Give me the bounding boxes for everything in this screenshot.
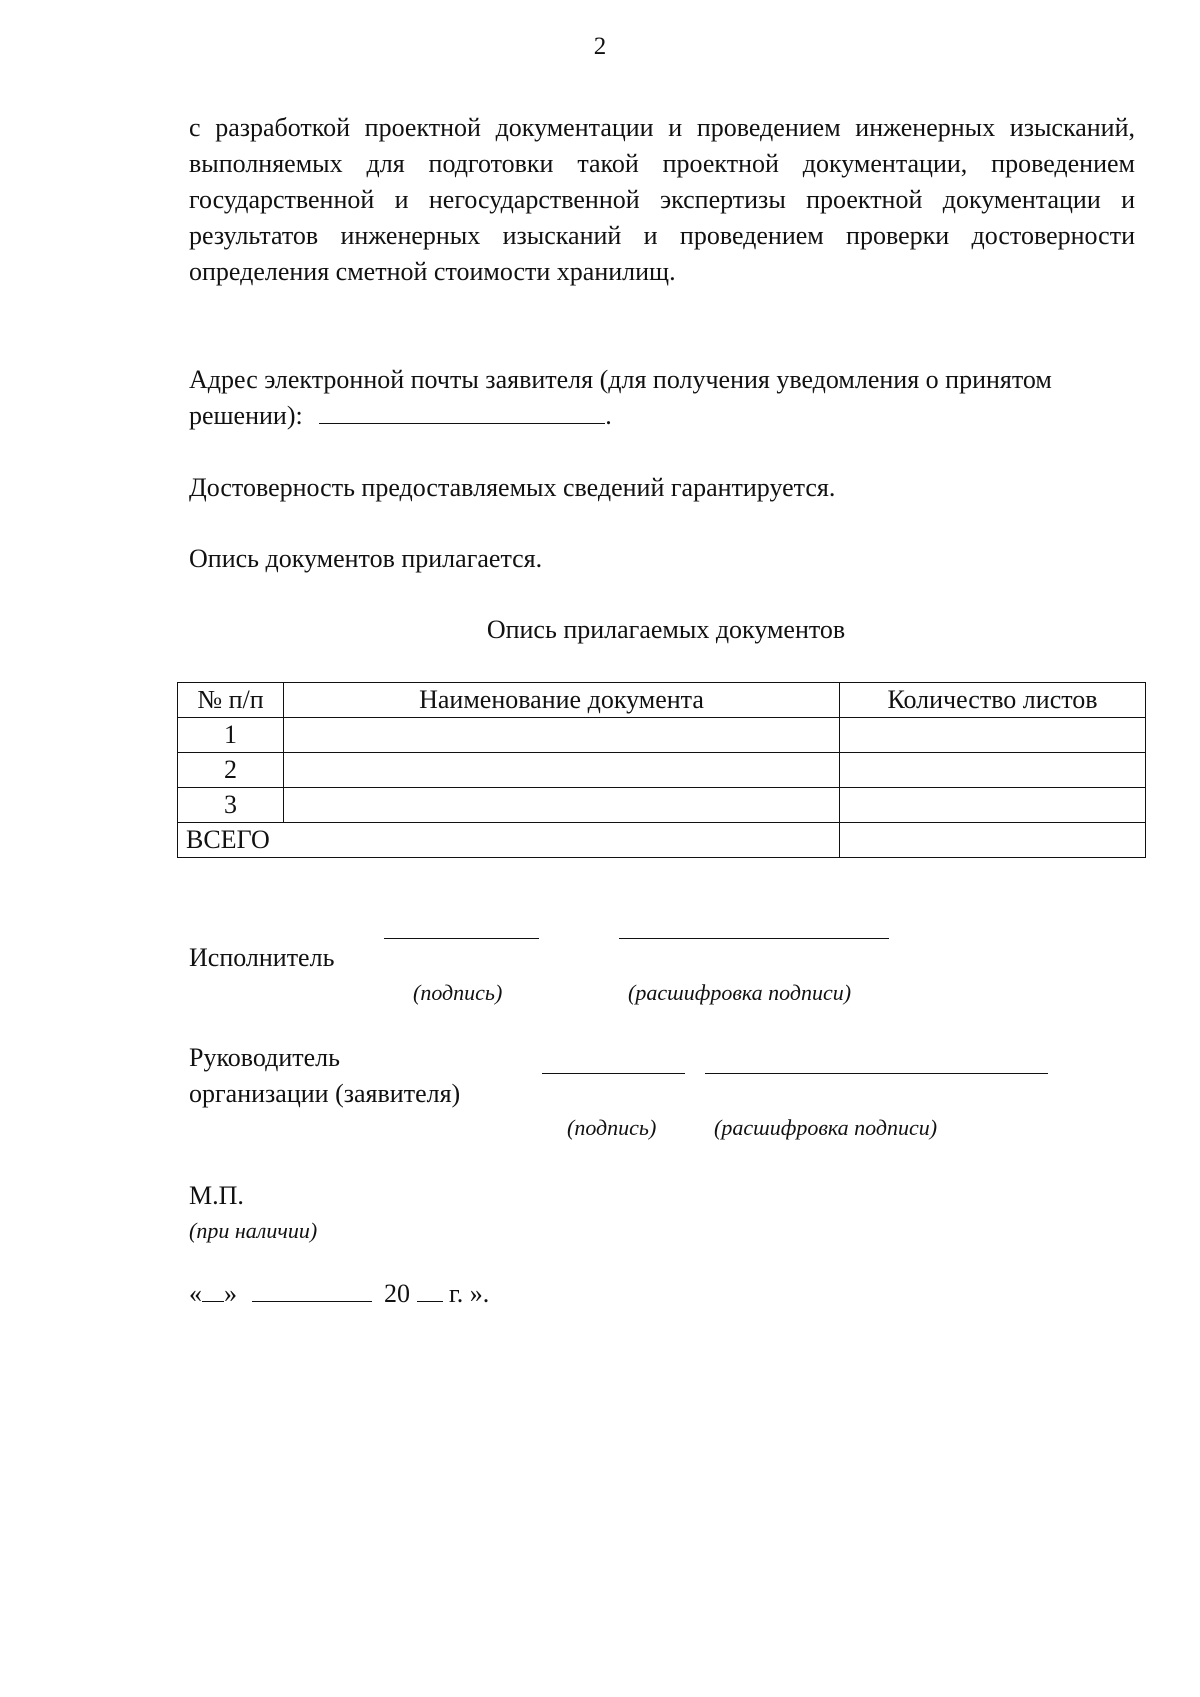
table-row bbox=[178, 788, 1146, 823]
email-input-line[interactable] bbox=[319, 423, 605, 424]
page-number: 2 bbox=[593, 33, 607, 60]
table-total-row bbox=[178, 823, 1146, 858]
head-decoding-line[interactable] bbox=[705, 1073, 1048, 1074]
date-year-prefix: 20 bbox=[384, 1279, 410, 1308]
executor-decoding-line[interactable] bbox=[619, 938, 889, 939]
executor-signature-caption: (подпись) bbox=[413, 980, 503, 1005]
head-decoding-caption: (расшифровка подписи) bbox=[714, 1115, 938, 1140]
attached-text: Опись документов прилагается. bbox=[189, 544, 543, 573]
date-close-quote: » bbox=[224, 1279, 237, 1308]
row-sheet-count[interactable] bbox=[840, 788, 1146, 823]
head-label-line2: организации (заявителя) bbox=[189, 1079, 461, 1108]
table-row bbox=[178, 753, 1146, 788]
table-header-row bbox=[178, 683, 1146, 718]
head-label-line1: Руководитель bbox=[189, 1043, 340, 1072]
documents-table bbox=[177, 682, 1146, 858]
row-number: 1 bbox=[178, 718, 284, 753]
row-number: 3 bbox=[178, 788, 284, 823]
table-row bbox=[178, 718, 1146, 753]
intro-paragraph: с разработкой проектной документации и проведением инженерных изысканий, выполняемых для подготовки такой проектной документации, проведением государственной и негосударственной экспертизы проектной документации и результатов инженерных изысканий и проведением проверки достоверности определения сметной стоимости хранилищ. bbox=[189, 113, 1135, 286]
total-sheet-count[interactable] bbox=[840, 823, 1146, 858]
date-suffix: г. ». bbox=[449, 1279, 490, 1308]
stamp-note: (при наличии) bbox=[189, 1218, 318, 1243]
date-month-blank[interactable] bbox=[252, 1301, 372, 1302]
head-signature-line[interactable] bbox=[542, 1073, 685, 1074]
row-document-name[interactable] bbox=[284, 753, 840, 788]
total-label: ВСЕГО bbox=[178, 823, 840, 858]
executor-decoding-caption: (расшифровка подписи) bbox=[628, 980, 852, 1005]
row-number: 2 bbox=[178, 753, 284, 788]
head-signature-caption: (подпись) bbox=[567, 1115, 657, 1140]
email-section bbox=[189, 362, 1139, 434]
executor-label: Исполнитель bbox=[189, 943, 335, 972]
row-sheet-count[interactable] bbox=[840, 718, 1146, 753]
email-end: . bbox=[605, 401, 612, 430]
email-label: Адрес электронной почты заявителя (для получения уведомления о принятом решении): bbox=[189, 365, 1052, 430]
row-document-name[interactable] bbox=[284, 718, 840, 753]
date-day-blank[interactable] bbox=[202, 1301, 224, 1302]
stamp-label: М.П. bbox=[189, 1181, 244, 1210]
table-title: Опись прилагаемых документов bbox=[486, 615, 846, 644]
date-year-blank[interactable] bbox=[417, 1301, 443, 1302]
date-line bbox=[189, 1276, 489, 1312]
row-sheet-count[interactable] bbox=[840, 753, 1146, 788]
date-open-quote: « bbox=[189, 1279, 202, 1308]
header-sheet-count: Количество листов bbox=[840, 683, 1146, 718]
header-number: № п/п bbox=[178, 683, 284, 718]
header-document-name: Наименование документа bbox=[284, 683, 840, 718]
executor-signature-line[interactable] bbox=[384, 938, 539, 939]
guarantee-text: Достоверность предоставляемых сведений гарантируется. bbox=[189, 473, 836, 502]
row-document-name[interactable] bbox=[284, 788, 840, 823]
